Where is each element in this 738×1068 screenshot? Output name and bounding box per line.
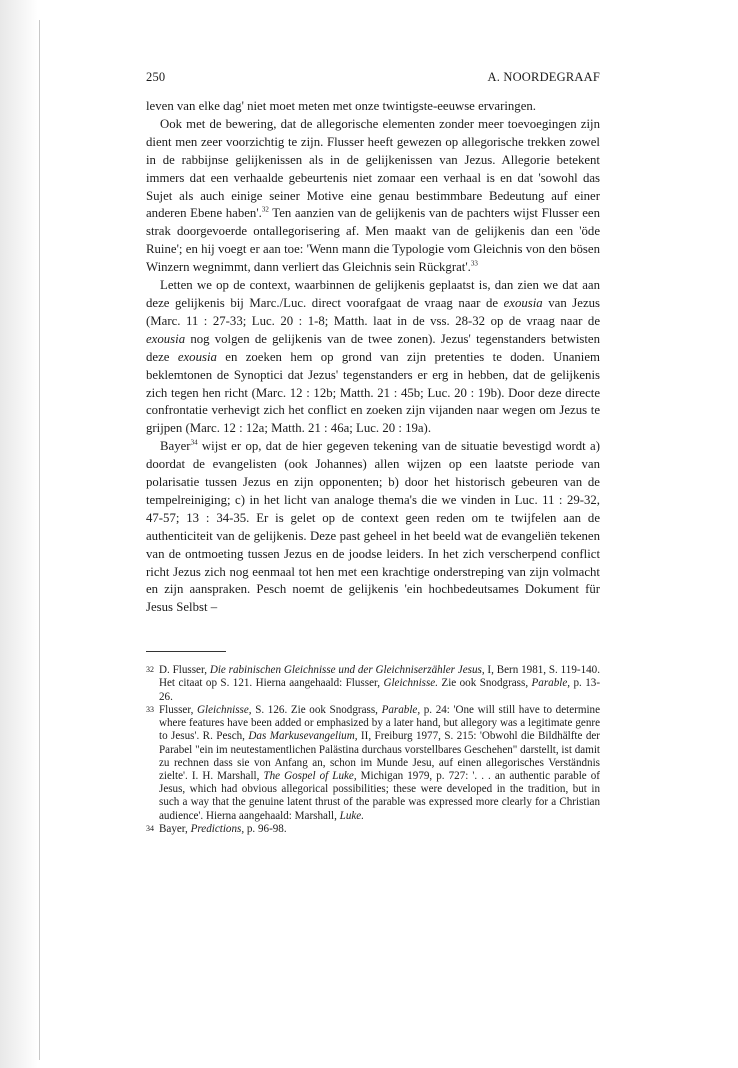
footnote-33 <box>146 704 600 823</box>
footnote-text: S. 126. Zie ook Snodgrass, <box>251 703 382 716</box>
footnote-title: Luke. <box>339 809 364 822</box>
paragraph-3 <box>146 277 600 438</box>
footnote-number: 32 <box>146 665 154 675</box>
paragraph-2-text-b: Ten aanzien van de gelijkenis van de pachters wijst Flusser een strak doorgevoerde ontallegorisering af. Men maakt van de gelijkenis dan een 'öde Ruine'; en hij voegt er aan toe: 'Wenn mann die Typologie vom Gleichnis von den bösen Winzern wegnimmt, dann verliert das Gleichnis sein Rückgrat'. <box>146 206 600 275</box>
footnote-title: Das Markusevangelium, <box>248 730 358 743</box>
scan-edge-line <box>39 20 40 1060</box>
footnote-separator <box>146 651 226 652</box>
footnote-34 <box>146 823 600 836</box>
paragraph-1-text: leven van elke dag' niet moet meten met onze twintigste-eeuwse ervaringen. <box>146 99 536 113</box>
running-head <box>146 70 600 85</box>
paragraph-4-text-a: Bayer <box>160 439 191 454</box>
footnote-title: Parable, <box>381 703 421 716</box>
paragraph-2 <box>146 116 600 277</box>
footnotes <box>146 664 600 836</box>
paragraph-3-text-c: nog volgen de gelijkenis van de twee zonen). Jezus' tegenstanders betwisten deze <box>146 331 600 364</box>
footnote-text: Michigan 1979, p. 727: '. . . an authentic parable of Jesus, which had obvious allegorical possibilities; these were developed in the tradition, but in such a way that the genuine latent thrust of the parable was expressed more clearly for a Christian audience'. Hierna aangehaald: Marshall, <box>159 769 600 822</box>
page <box>146 70 600 836</box>
term-exousia: exousia <box>146 331 186 346</box>
footnote-text: Zie ook Snodgrass, <box>438 677 532 690</box>
footnote-title: The Gospel of Luke, <box>263 769 357 782</box>
paragraph-3-text-d: en zoeken hem op grond van zijn pretenties te doden. Unaniem beklemtonen de Synoptici dat Jezus' tegenstanders er erg in hebben, dat de gelijkenis zich tegen hen richt (Marc. 12 : 12b; Matth. 21 : 45b; Luc. 20 : 19b). Door deze directe confrontatie verhevigt zich het conflict en zoeken zijn vijanden naar wegen om Jezus te grijpen (Marc. 12 : 12a; Matth. 21 : 46a; Luc. 20 : 19a). <box>146 349 600 436</box>
footnote-title: Predictions, <box>190 822 245 835</box>
running-head-author: A. NOORDEGRAAF <box>487 70 600 84</box>
footnote-title: Gleichnisse, <box>197 703 252 716</box>
footnote-ref-33[interactable]: 33 <box>470 259 478 268</box>
footnote-title: Die rabinischen Gleichnisse und der Gleichniserzähler Jesus, <box>209 664 485 677</box>
footnote-title: Parable, <box>531 677 571 690</box>
footnote-text: p. 96-98. <box>244 822 287 835</box>
footnote-number: 33 <box>146 704 154 714</box>
footnote-text: Flusser, <box>159 703 198 716</box>
footnote-text: I, Bern 1981, S. 119-140. Het citaat op S. 121. Hierna aangehaald: Flusser, <box>159 664 600 690</box>
term-exousia: exousia <box>503 295 543 310</box>
page-number: 250 <box>146 70 166 84</box>
paragraph-3-text-a: Letten we op de context, waarbinnen de gelijkenis geplaatst is, dan zien we dat aan deze gelijkenis bij Marc./Luc. direct voorafgaat de vraag naar de <box>146 278 600 310</box>
paragraph-3-text-b: van Jezus (Marc. 11 : 27-33; Luc. 20 : 1-8; Matth. laat in de vss. 28-32 op de vraag naar de <box>146 295 601 328</box>
body-text <box>146 98 600 617</box>
footnote-ref-32[interactable]: 32 <box>261 206 269 215</box>
scan-shadow-left <box>0 0 38 1068</box>
paragraph-2-text-a: Ook met de bewering, dat de allegorische elementen zonder meer toevoegingen zijn dient men zeer voorzichtig te zijn. Flusser heeft gewezen op allegorische trekken zowel in de rabbijnse gelijkenissen als in de gelijkenissen van Jezus. Allegorie betekent immers dat een verhaalde gebeurtenis niet zomaar een verhaal is en dat 'sowohl das Sujet als auch einige seiner Motive eine genau bestimmbare Bedeutung auf einer anderen Ebene haben'. <box>146 116 600 221</box>
term-exousia: exousia <box>177 349 217 364</box>
paragraph-1 <box>146 98 600 116</box>
footnote-text: D. Flusser, <box>159 664 210 677</box>
paragraph-4-text-b: wijst er op, dat de hier gegeven tekening van de situatie bevestigd wordt a) doordat de evangelisten (ook Johannes) allen wijzen op een laatste periode van polarisatie tussen Jezus en zijn opponenten; b) door het historisch gebeuren van de tempelreiniging; c) in het licht van analoge thema's die we vinden in Luc. 11 : 29-32, 47-57; 13 : 34-35. Er is gelet op de context geen reden om te twijfelen aan de authenticiteit van de gelijkenis. Deze past geheel in het beeld wat de evangeliën tekenen van de ontmoeting tussen Jezus en de joodse leiders. In het zich verscherpend conflict richt Jezus zich nog eenmaal tot hen met een krachtige onderstreping van zijn volmacht en zijn aanspraken. Pesch noemt de gelijkenis 'ein hochbedeutsames Dokument für Jesus Selbst – <box>146 439 600 615</box>
footnote-text: Bayer, <box>159 822 191 835</box>
footnote-32 <box>146 664 600 704</box>
footnote-ref-34[interactable]: 34 <box>190 438 198 447</box>
footnote-text: p. 13-26. <box>159 677 601 703</box>
paragraph-4 <box>146 438 600 617</box>
footnote-number: 34 <box>146 823 154 833</box>
footnote-text: II, Freiburg 1977, S. 215: 'Obwohl die Bildhälfte der Parabel "ein im neutestamentlichen Palästina durchaus vorstellbares Geschehen" darstellt, ist damit zu rechnen dass sie von Anfang an, schon im Munde Jesu, auf einen allegorisches Verständnis zielte'. I. H. Marshall, <box>159 730 600 782</box>
footnote-title: Gleichnisse. <box>383 677 438 690</box>
footnote-text: p. 24: 'One will still have to determine where features have been added or emphasized by a later hand, but allegory was a legitimate genre to Jesus'. R. Pesch, <box>159 703 601 743</box>
